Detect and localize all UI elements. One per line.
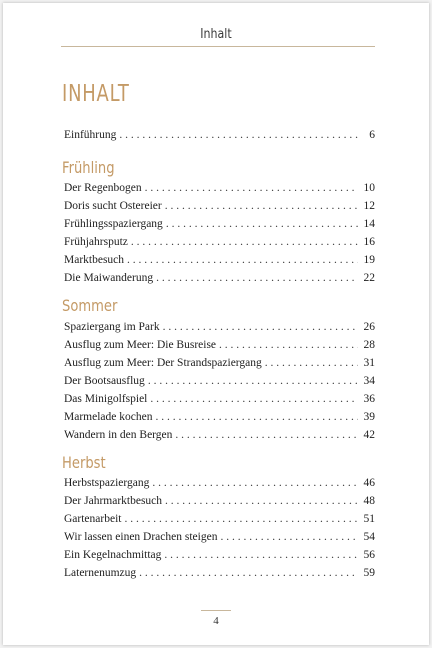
toc-entry-label: Gartenarbeit xyxy=(64,513,122,525)
toc-entry-page: 26 xyxy=(363,321,375,333)
dot-leader xyxy=(148,372,358,390)
dot-leader xyxy=(156,269,358,287)
page-number: 4 xyxy=(213,615,219,627)
toc-entry-label: Marmelade kochen xyxy=(64,411,153,423)
dot-leader xyxy=(139,564,358,582)
toc-entry-page: 51 xyxy=(363,513,375,525)
toc-entry-label: Der Jahrmarktbesuch xyxy=(64,495,163,507)
footer-rule xyxy=(201,610,231,611)
dot-leader xyxy=(152,474,358,492)
dot-leader xyxy=(119,126,358,144)
toc-entry-label: Wir lassen einen Drachen steigen xyxy=(64,531,218,543)
dot-leader xyxy=(166,215,358,233)
toc-entry[interactable] xyxy=(64,251,375,269)
toc-entry[interactable] xyxy=(64,528,375,546)
toc-entry-page: 6 xyxy=(369,129,375,141)
toc-entry[interactable] xyxy=(64,269,375,287)
dot-leader xyxy=(165,197,358,215)
toc-entry-page: 59 xyxy=(363,567,375,579)
toc-entry-label: Das Minigolfspiel xyxy=(64,393,148,405)
toc-section-fruehling xyxy=(64,179,375,287)
dot-leader xyxy=(127,251,358,269)
toc-entry-page: 14 xyxy=(363,218,375,230)
toc-entry[interactable] xyxy=(64,215,375,233)
header-rule xyxy=(61,46,375,47)
toc-entry-page: 34 xyxy=(363,375,375,387)
toc-entry-page: 54 xyxy=(363,531,375,543)
toc-entry[interactable] xyxy=(64,474,375,492)
toc-entry[interactable] xyxy=(64,372,375,390)
running-header: Inhalt xyxy=(200,27,232,42)
toc-entry-label: Marktbesuch xyxy=(64,254,125,266)
section-title-herbst: Herbst xyxy=(62,453,106,472)
toc-entry-label: Ausflug zum Meer: Die Busreise xyxy=(64,339,217,351)
toc-entry-label: Der Bootsausflug xyxy=(64,375,145,387)
toc-entry[interactable] xyxy=(64,179,375,197)
toc-entry-page: 39 xyxy=(363,411,375,423)
toc-entry-einfuehrung[interactable] xyxy=(64,126,375,144)
toc-entry[interactable] xyxy=(64,492,375,510)
toc-section-herbst xyxy=(64,474,375,582)
toc-intro-list xyxy=(64,126,375,144)
toc-entry-page: 48 xyxy=(363,495,375,507)
dot-leader xyxy=(155,408,358,426)
toc-entry-label: Wandern in den Bergen xyxy=(64,429,173,441)
toc-entry-label: Herbstspaziergang xyxy=(64,477,150,489)
toc-section-sommer xyxy=(64,318,375,444)
toc-entry-label: Ausflug zum Meer: Der Strandspaziergang xyxy=(64,357,262,369)
dot-leader xyxy=(175,426,358,444)
dot-leader xyxy=(131,233,358,251)
dot-leader xyxy=(165,492,358,510)
toc-entry-page: 56 xyxy=(363,549,375,561)
book-page xyxy=(3,3,429,645)
toc-entry-page: 36 xyxy=(363,393,375,405)
toc-entry-label: Frühlingsspaziergang xyxy=(64,218,163,230)
toc-entry-page: 10 xyxy=(363,182,375,194)
toc-title: INHALT xyxy=(62,81,130,107)
toc-entry-label: Frühjahrsputz xyxy=(64,236,128,248)
toc-entry-label: Spaziergang im Park xyxy=(64,321,160,333)
section-title-fruehling: Frühling xyxy=(62,158,115,177)
toc-entry-label: Die Maiwanderung xyxy=(64,272,154,284)
toc-entry[interactable] xyxy=(64,318,375,336)
toc-entry-label: Doris sucht Ostereier xyxy=(64,200,162,212)
toc-entry[interactable] xyxy=(64,546,375,564)
dot-leader xyxy=(145,179,358,197)
dot-leader xyxy=(265,354,358,372)
toc-entry[interactable] xyxy=(64,233,375,251)
toc-entry-page: 22 xyxy=(363,272,375,284)
toc-entry-page: 16 xyxy=(363,236,375,248)
toc-entry-label: Der Regenbogen xyxy=(64,182,142,194)
toc-entry[interactable] xyxy=(64,408,375,426)
dot-leader xyxy=(220,528,358,546)
toc-entry-page: 12 xyxy=(363,200,375,212)
dot-leader xyxy=(124,510,358,528)
toc-entry-page: 31 xyxy=(363,357,375,369)
toc-entry-label: Laternenumzug xyxy=(64,567,137,579)
toc-entry-label: Ein Kegelnachmittag xyxy=(64,549,162,561)
dot-leader xyxy=(219,336,358,354)
toc-entry[interactable] xyxy=(64,426,375,444)
toc-entry-label: Einführung xyxy=(64,129,117,141)
toc-entry[interactable] xyxy=(64,354,375,372)
toc-entry[interactable] xyxy=(64,564,375,582)
toc-entry[interactable] xyxy=(64,390,375,408)
section-title-sommer: Sommer xyxy=(62,296,118,315)
dot-leader xyxy=(164,546,358,564)
dot-leader xyxy=(150,390,358,408)
toc-entry-page: 46 xyxy=(363,477,375,489)
toc-entry-page: 28 xyxy=(363,339,375,351)
toc-entry-page: 42 xyxy=(363,429,375,441)
toc-entry[interactable] xyxy=(64,510,375,528)
dot-leader xyxy=(163,318,358,336)
toc-entry[interactable] xyxy=(64,336,375,354)
toc-entry[interactable] xyxy=(64,197,375,215)
toc-entry-page: 19 xyxy=(363,254,375,266)
